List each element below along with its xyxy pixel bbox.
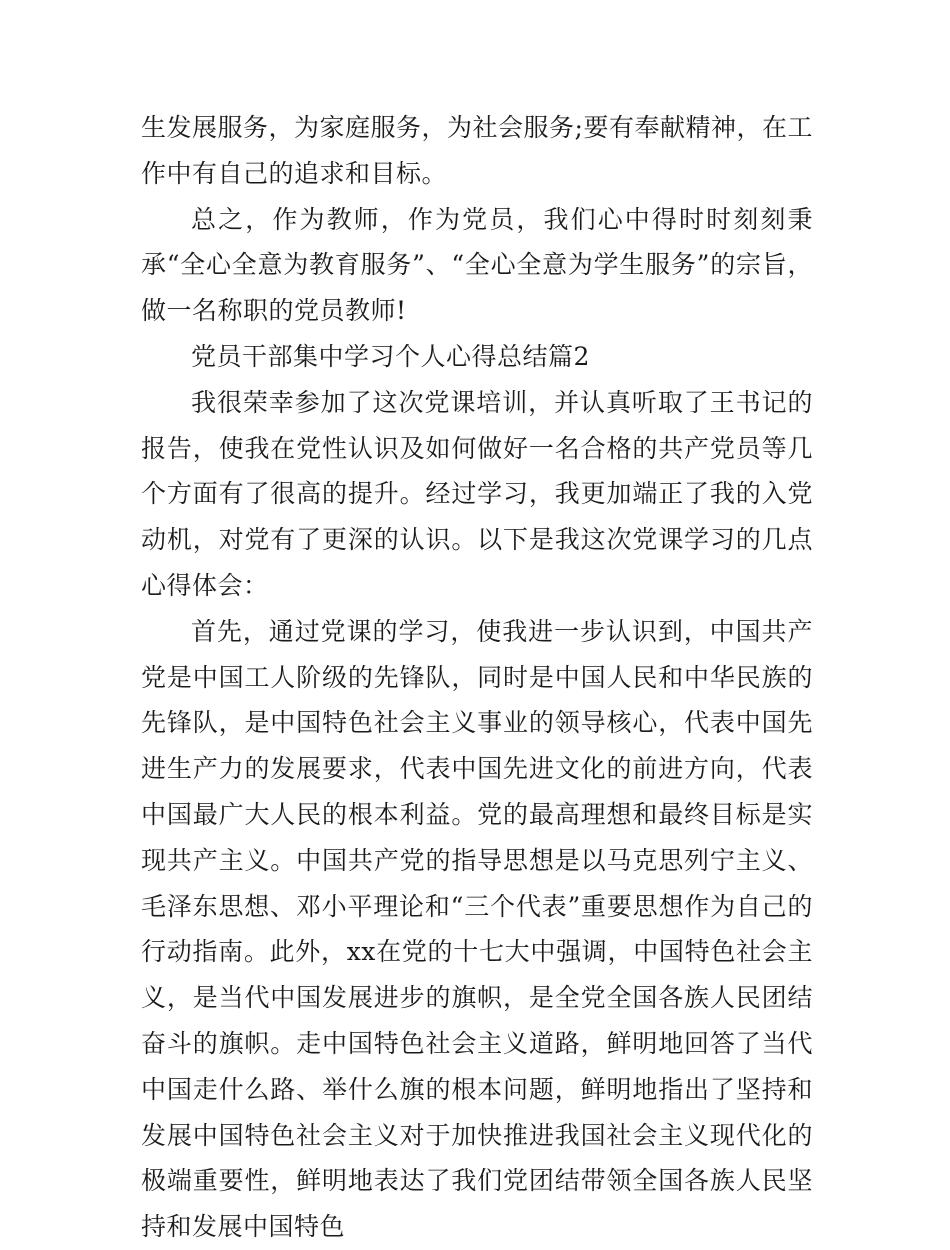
paragraph-first-point: 首先，通过党课的学习，使我进一步认识到，中国共产党是中国工人阶级的先锋队，同时是中国人民和中华民族的先锋队，是中国特色社会主义事业的领导核心，代表中国先进生产力的发展要求，代表中国先进文化的前进方向，代表中国最广大人民的根本利益。党的最高理想和最终目标是实现共产主义。中国共产党的指导思想是以马克思列宁主义、毛泽东思想、邓小平理论和“三个代表”重要思想作为自己的行动指南。此外，xx在党的十七大中强调，中国特色社会主义，是当代中国发展进步的旗帜，是全党全国各族人民团结奋斗的旗帜。走中国特色社会主义道路，鲜明地回答了当代中国走什么路、举什么旗的根本问题，鲜明地指出了坚持和发展中国特色社会主义对于加快推进我国社会主义现代化的极端重要性，鲜明地表达了我们党团结带领全国各族人民坚持和发展中国特色 bbox=[141, 616, 813, 1242]
paragraph-intro: 我很荣幸参加了这次党课培训，并认真听取了王书记的报告，使我在党性认识及如何做好一名合格的共产党员等几个方面有了很高的提升。经过学习，我更加端正了我的入党动机，对党有了更深的认识。以下是我这次党课学习的几点心得体会： bbox=[141, 387, 813, 600]
paragraph-conclusion: 总之，作为教师，作为党员，我们心中得时时刻刻秉承“全心全意为教育服务”、“全心全意为学生服务”的宗旨，做一名称职的党员教师! bbox=[141, 204, 813, 326]
paragraph-continuation: 生发展服务，为家庭服务，为社会服务;要有奉献精神，在工作中有自己的追求和目标。 bbox=[141, 113, 813, 188]
document-body bbox=[141, 105, 813, 1250]
section-title: 党员干部集中学习个人心得总结篇2 bbox=[191, 341, 590, 371]
